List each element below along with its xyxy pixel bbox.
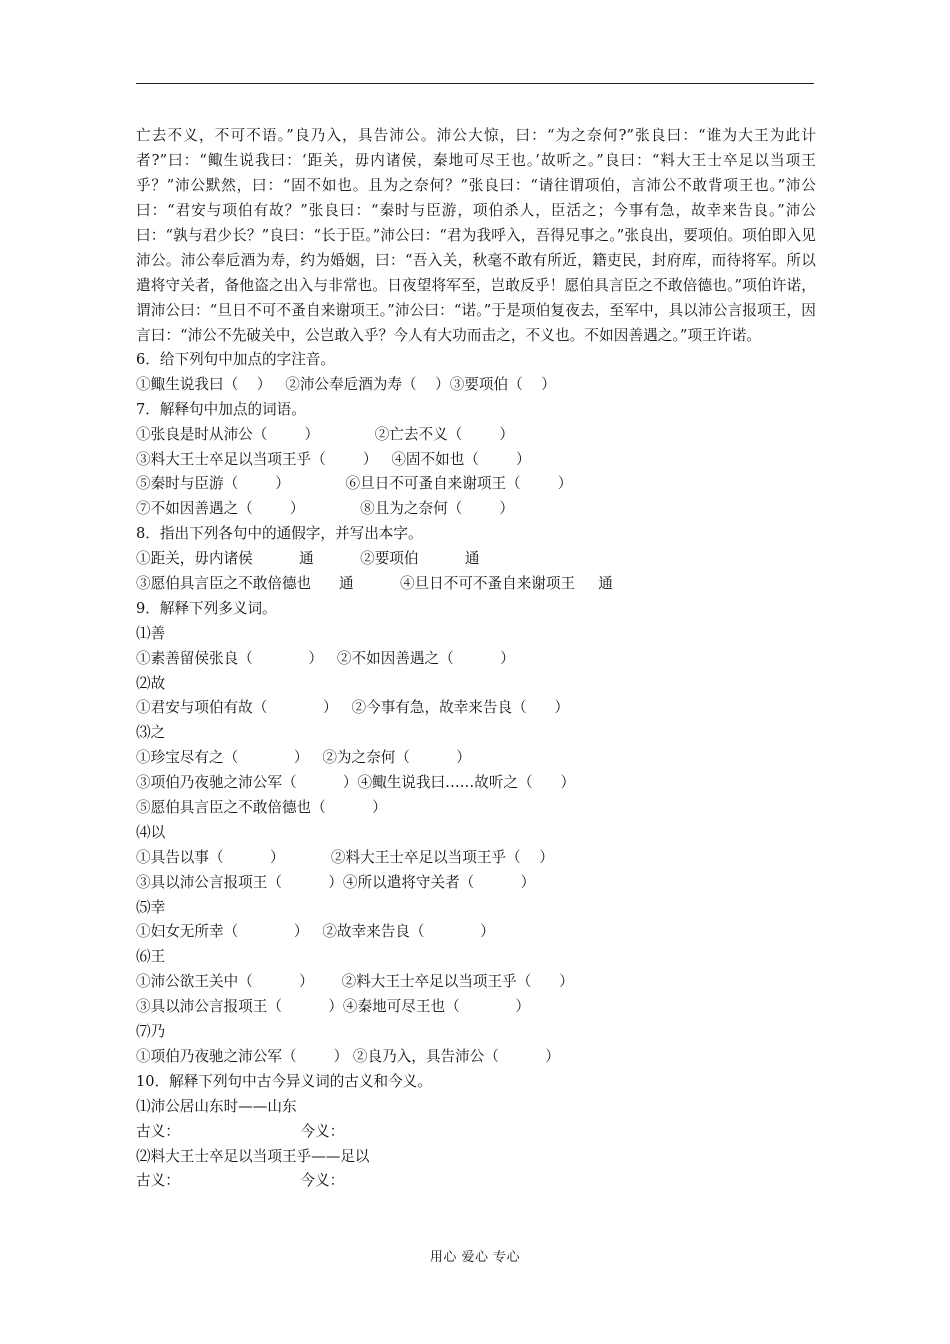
question-line: ⑵料大王士卒足以当项王乎——足以 [136, 1147, 370, 1165]
question-line: ①珍宝尽有之（ ） ②为之奈何（ ） [136, 749, 471, 767]
question-line: ⑺乃 [136, 1023, 166, 1041]
question-line: 8．指出下列各句中的通假字，并写出本字。 [136, 525, 423, 543]
question-line: ①具告以事（ ） ②料大王士卒足以当项王乎（ ） [136, 848, 554, 866]
question-line: ①张良是时从沛公（ ） ②亡去不义（ ） [136, 425, 514, 443]
question-line: 古义： 今义： [136, 1172, 345, 1190]
question-line: ①妇女无所幸（ ） ②故幸来告良（ ） [136, 923, 495, 941]
question-line: 6．给下列句中加点的字注音。 [136, 351, 336, 368]
question-line: ⑤愿伯具言臣之不敢倍德也（ ） [136, 799, 387, 817]
question-line: ③愿伯具言臣之不敢倍德也 通 ④旦日不可不蚤自来谢项王 通 [136, 575, 613, 593]
question-line: ①素善留侯张良（ ） ②不如因善遇之（ ） [136, 649, 515, 667]
question-line: ⑹王 [136, 948, 166, 966]
question-line: 古义： 今义： [136, 1122, 345, 1140]
question-line: 9．解释下列多义词。 [136, 599, 277, 617]
question-line: ③具以沛公言报项王（ ）④秦地可尽王也（ ） [136, 998, 530, 1016]
question-line: ①君安与项伯有故（ ） ②今事有急，故幸来告良（ ） [136, 699, 570, 717]
question-line: ③料大王士卒足以当项王乎（ ） ④固不如也（ ） [136, 450, 531, 468]
question-line: ⑶之 [136, 724, 166, 742]
passage-text: 亡去不义，不可不语。”良乃入，具告沛公。沛公大惊，曰：“为之奈何?”张良曰：“谁为大王为此计者?”曰：“鲰生说我曰：‘距关，毋内诸侯，秦地可尽王也。’故听之。”良曰：“料大王士卒足以当项王乎？”沛公默然，曰：“固不如也。且为之奈何？”张良曰：“请往谓项伯，言沛公不敢背项王也。”沛公曰：“君安与项伯有故？”张良曰：“秦时与臣游，项伯杀人，臣活之；今事有急，故幸来告良。”沛公曰：“孰与君少长？”良曰：“长于臣。”沛公曰：“君为我呼入，吾得兄事之。”张良出，要项伯。项伯即入见沛公。沛公奉卮酒为寿，约为婚姻，曰：“吾入关，秋毫不敢有所近，籍吏民，封府库，而待将军。所以遣将守关者，备他盗之出入与非常也。日夜望将军至，岂敢反乎！愿伯具言臣之不敢倍德也。”项伯许诺，谓沛公曰：“旦日不可不蚤自来谢项王。”沛公曰：“诺。”于是项伯复夜去，至军中，具以沛公言报项王，因言曰：“沛公不先破关中，公岂敢入乎？今人有大功而击之，不义也。不如因善遇之。”项王许诺。 [136, 127, 816, 344]
question-line: 7．解释句中加点的词语。 [136, 400, 306, 418]
document-body [136, 123, 816, 1194]
question-line: ⑤秦时与臣游（ ） ⑥旦日不可蚤自来谢项王（ ） [136, 475, 573, 493]
question-line: ①项伯乃夜驰之沛公军（ ） ②良乃入，具告沛公（ ） [136, 1047, 560, 1065]
question-line: ⑸幸 [136, 898, 166, 916]
question-line: ③具以沛公言报项王（ ）④所以遣将守关者（ ） [136, 873, 536, 891]
question-line: 10．解释下列句中古今异义词的古义和今义。 [136, 1072, 432, 1090]
question-line: ⑷以 [136, 823, 166, 841]
question-line: ①鲰生说我曰（ ） ②沛公奉卮酒为寿（ ）③要项伯（ ） [136, 375, 556, 393]
header-rule [136, 83, 814, 84]
question-line: ①距关，毋内诸侯 通 ②要项伯 通 [136, 550, 480, 568]
question-line: ⑴沛公居山东时——山东 [136, 1097, 297, 1115]
question-lines [136, 348, 816, 1194]
question-line: ⑦不如因善遇之（ ） ⑧且为之奈何（ ） [136, 500, 514, 518]
question-line: ①沛公欲王关中（ ） ②料大王士卒足以当项王乎（ ） [136, 973, 574, 991]
question-line: ③项伯乃夜驰之沛公军（ ）④鲰生说我曰……故听之（ ） [136, 774, 576, 792]
question-line: ⑴善 [136, 624, 166, 642]
question-line: ⑵故 [136, 674, 166, 692]
page-footer: 用心 爱心 专心 [429, 1250, 521, 1265]
